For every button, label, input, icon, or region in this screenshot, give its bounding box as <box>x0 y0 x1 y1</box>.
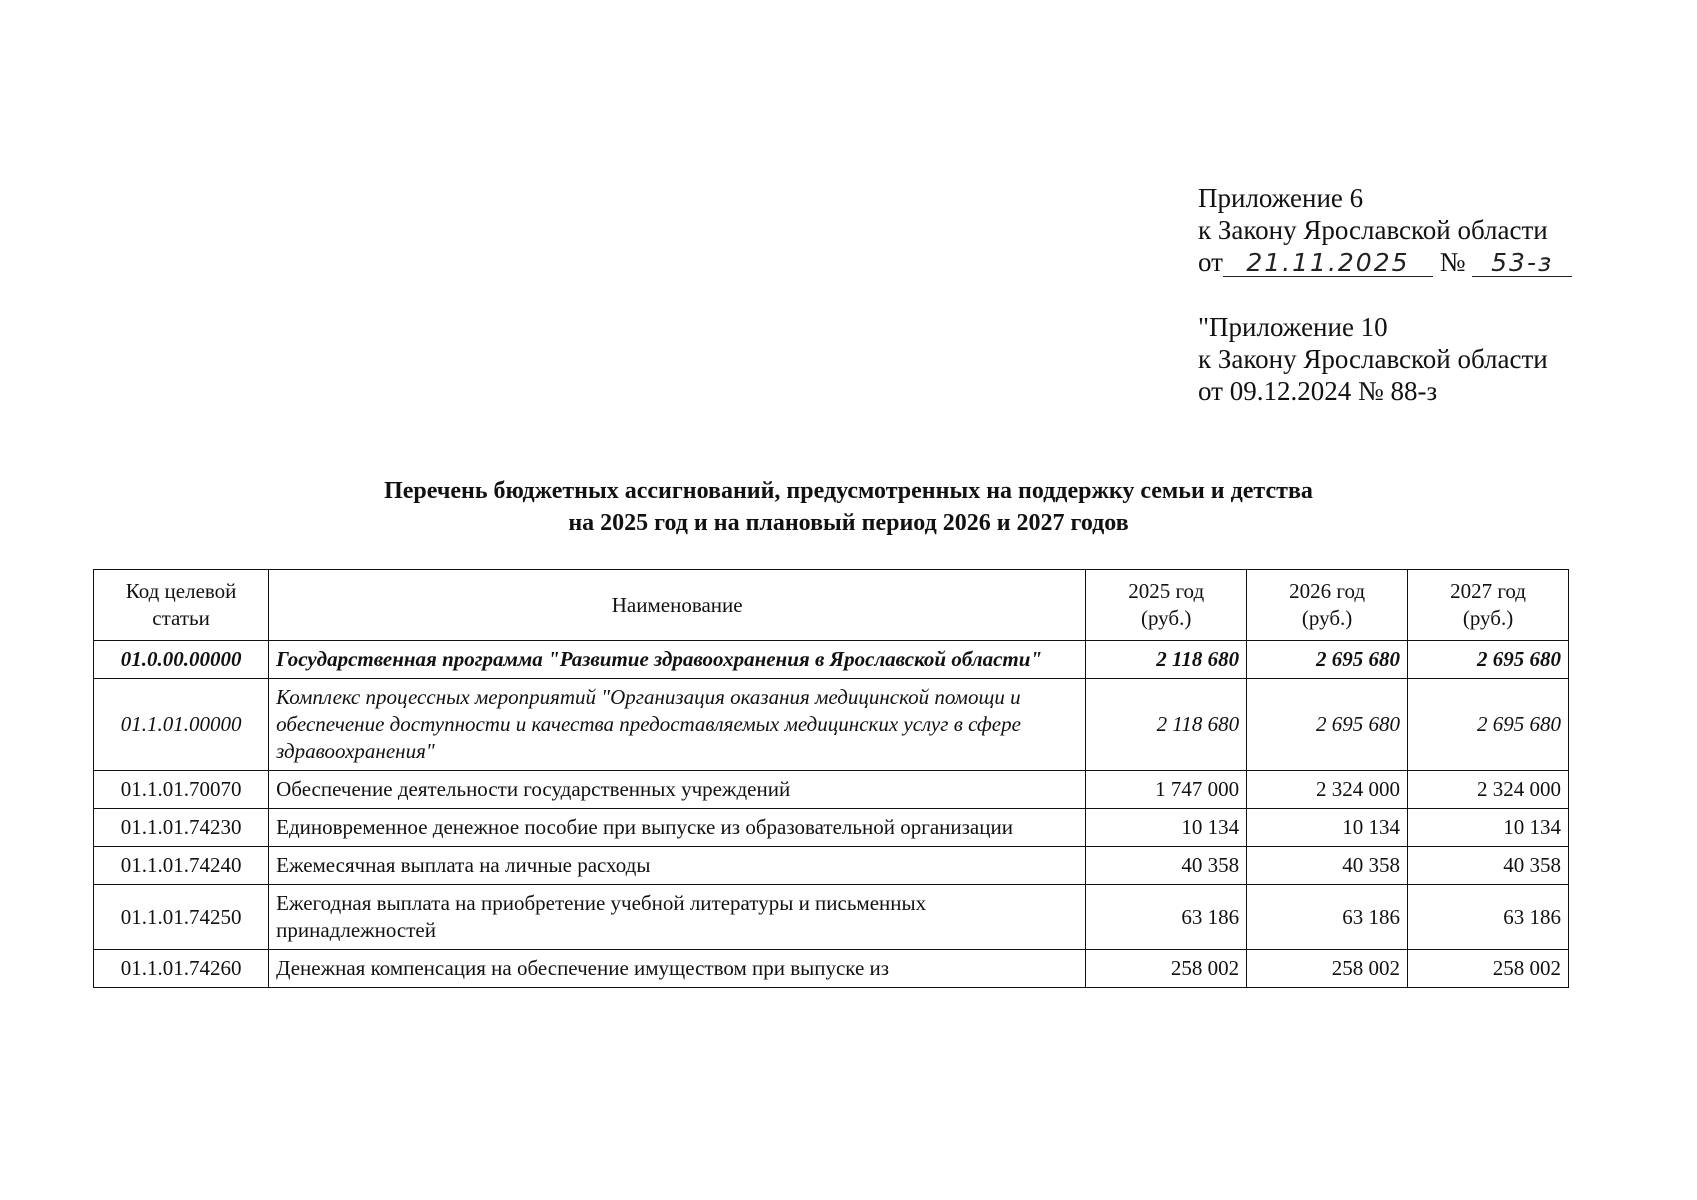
cell-2027: 2 324 000 <box>1408 771 1569 809</box>
cell-2027: 258 002 <box>1408 950 1569 988</box>
cell-2025: 1 747 000 <box>1086 771 1247 809</box>
table-header-row <box>94 570 1569 641</box>
cell-2025: 2 118 680 <box>1086 679 1247 771</box>
handwritten-date: 21.11.2025 <box>1223 250 1433 277</box>
date-prefix: от <box>1198 247 1223 277</box>
cell-2026: 40 358 <box>1247 847 1408 885</box>
cell-name: Единовременное денежное пособие при выпуске из образовательной организации <box>269 809 1086 847</box>
budget-table <box>93 569 1569 988</box>
cell-code: 01.1.01.74260 <box>94 950 269 988</box>
amended-appendix-title: "Приложение 10 <box>1198 312 1388 342</box>
header-2027 <box>1408 570 1569 641</box>
cell-2025: 63 186 <box>1086 885 1247 950</box>
amended-appendix-law: к Закону Ярославской области <box>1198 344 1548 374</box>
table-row <box>94 771 1569 809</box>
table-row <box>94 641 1569 679</box>
cell-code: 01.1.01.00000 <box>94 679 269 771</box>
amended-appendix-header <box>1198 311 1578 407</box>
cell-code: 01.0.00.00000 <box>94 641 269 679</box>
appendix-law: к Закону Ярославской области <box>1198 215 1548 245</box>
table-row <box>94 809 1569 847</box>
document-title-line-2: на 2025 год и на плановый период 2026 и 2027 годов <box>568 510 1129 536</box>
cell-2027: 10 134 <box>1408 809 1569 847</box>
cell-2027: 2 695 680 <box>1408 679 1569 771</box>
cell-2026: 2 695 680 <box>1247 641 1408 679</box>
header-name: Наименование <box>269 570 1086 641</box>
header-code-line-2: статьи <box>152 606 210 630</box>
header-2027-line-2: (руб.) <box>1462 606 1514 630</box>
cell-2026: 2 324 000 <box>1247 771 1408 809</box>
header-2026 <box>1247 570 1408 641</box>
cell-2025: 2 118 680 <box>1086 641 1247 679</box>
table-row <box>94 950 1569 988</box>
cell-code: 01.1.01.74250 <box>94 885 269 950</box>
cell-2026: 258 002 <box>1247 950 1408 988</box>
header-code-line-1: Код целевой <box>125 579 237 603</box>
header-2026-line-1: 2026 год <box>1289 579 1366 603</box>
header-2027-line-1: 2027 год <box>1450 579 1526 603</box>
header-2025-line-1: 2025 год <box>1128 579 1205 603</box>
cell-name: Комплекс процессных мероприятий "Организация оказания медицинской помощи и обеспечение доступности и качества предоставляемых медицинских услуг в сфере здравоохранения" <box>269 679 1086 771</box>
cell-2026: 2 695 680 <box>1247 679 1408 771</box>
document-title <box>0 475 1697 539</box>
cell-code: 01.1.01.74240 <box>94 847 269 885</box>
cell-name: Ежегодная выплата на приобретение учебной литературы и письменных принадлежностей <box>269 885 1086 950</box>
cell-name: Денежная компенсация на обеспечение имуществом при выпуске из <box>269 950 1086 988</box>
header-2025 <box>1086 570 1247 641</box>
cell-2025: 10 134 <box>1086 809 1247 847</box>
cell-2027: 63 186 <box>1408 885 1569 950</box>
amended-appendix-date: от 09.12.2024 № 88-з <box>1198 376 1438 406</box>
appendix-header <box>1198 182 1578 278</box>
cell-2027: 40 358 <box>1408 847 1569 885</box>
cell-name: Обеспечение деятельности государственных учреждений <box>269 771 1086 809</box>
appendix-date-line <box>1198 246 1578 278</box>
handwritten-number: 53-з <box>1472 250 1572 277</box>
appendix-title: Приложение 6 <box>1198 183 1364 213</box>
table-row <box>94 847 1569 885</box>
number-prefix: № <box>1439 247 1466 277</box>
cell-2025: 40 358 <box>1086 847 1247 885</box>
cell-2026: 63 186 <box>1247 885 1408 950</box>
cell-2027: 2 695 680 <box>1408 641 1569 679</box>
header-2026-line-2: (руб.) <box>1301 606 1353 630</box>
document-title-line-1: Перечень бюджетных ассигнований, предусмотренных на поддержку семьи и детства <box>384 478 1313 504</box>
cell-2025: 258 002 <box>1086 950 1247 988</box>
table-row <box>94 885 1569 950</box>
header-code <box>94 570 269 641</box>
table-row <box>94 679 1569 771</box>
cell-name: Ежемесячная выплата на личные расходы <box>269 847 1086 885</box>
cell-2026: 10 134 <box>1247 809 1408 847</box>
header-2025-line-2: (руб.) <box>1140 606 1192 630</box>
cell-code: 01.1.01.70070 <box>94 771 269 809</box>
cell-name: Государственная программа "Развитие здравоохранения в Ярославской области" <box>269 641 1086 679</box>
cell-code: 01.1.01.74230 <box>94 809 269 847</box>
